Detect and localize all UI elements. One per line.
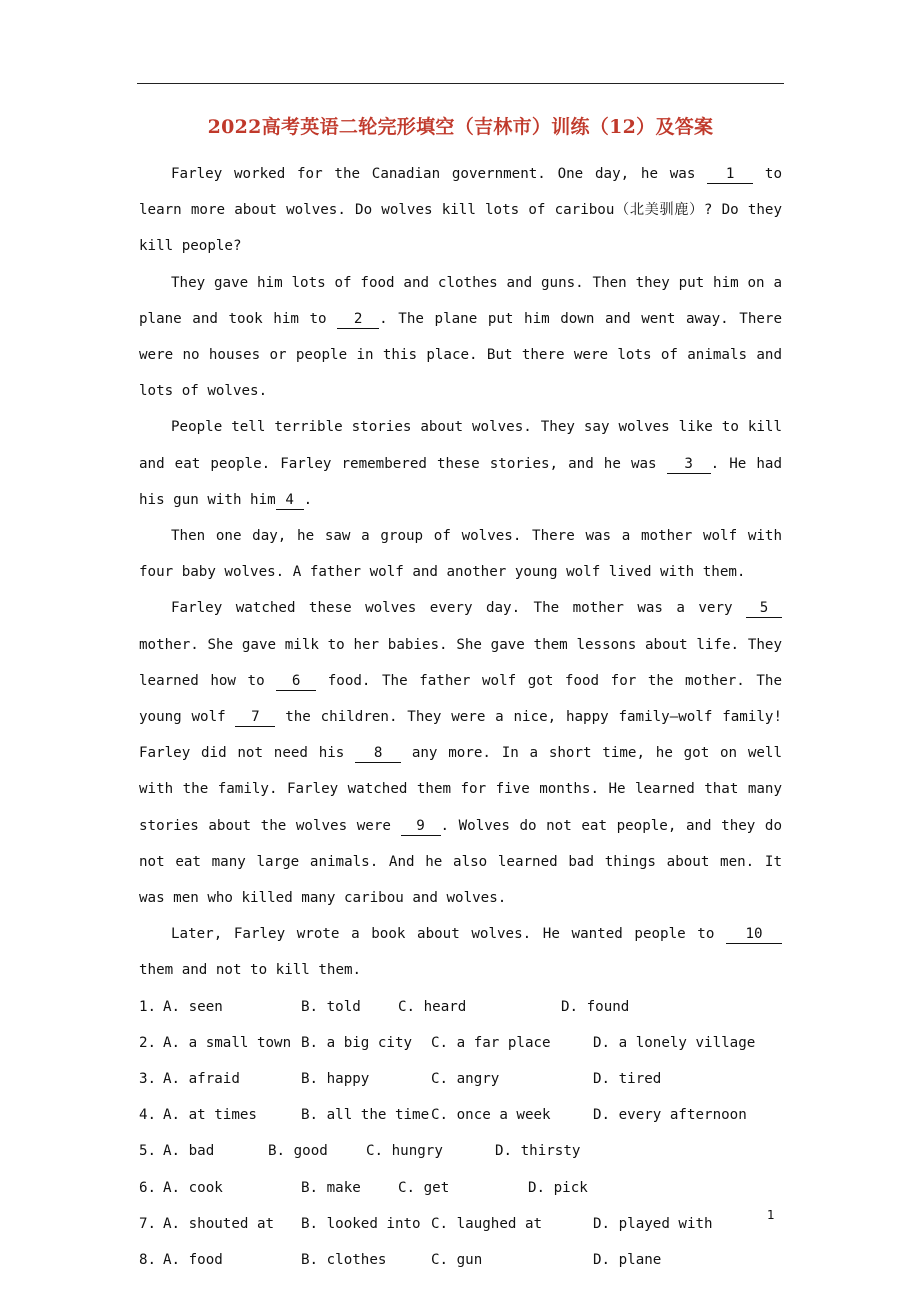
option-c: C. a far place	[431, 1034, 551, 1051]
paragraph-text: . Wolves do not eat people, and they do not eat many large animals. And he also learned bad things about men. It was men who killed many caribou and wolves.	[139, 817, 783, 907]
blank-9: 9	[401, 817, 441, 836]
header-rule	[137, 83, 784, 84]
blank-6: 6	[276, 672, 316, 691]
paragraph	[139, 916, 782, 988]
page-number: 1	[767, 1208, 775, 1222]
option-c: C. hungry	[366, 1143, 443, 1160]
blank-8: 8	[355, 744, 401, 763]
paragraph	[139, 265, 782, 410]
option-c: C. once a week	[431, 1107, 551, 1124]
paragraph-text: mother. She gave milk to her babies. She gave them lessons about life. They learned how to	[139, 636, 782, 689]
option-c: C. gun	[431, 1251, 483, 1268]
paragraph-text: Farley watched these wolves every day. The mother was a very	[171, 600, 746, 617]
option-a: A. food	[163, 1251, 223, 1268]
paragraph	[139, 156, 782, 265]
page-title: 2022高考英语二轮完形填空（吉林市）训练（12）及答案	[207, 116, 714, 138]
question-number: 5.	[139, 1143, 157, 1160]
question-number: 2.	[139, 1034, 157, 1051]
paragraph-text: food. The father wolf got food for the mother. The young wolf	[139, 672, 783, 726]
paragraph-text: any more. In a short time, he got on well with the family. Farley watched them for five months. He learned that many stories about the wolves were	[139, 745, 783, 834]
paragraph-text: They gave him lots of food and clothes and guns. Then they put him on a plane and took him to	[139, 274, 782, 327]
question-row	[139, 1097, 782, 1133]
question-row	[139, 989, 782, 1025]
question-number: 3.	[139, 1071, 157, 1088]
question-number: 4.	[139, 1107, 157, 1124]
question-number: 7.	[139, 1215, 157, 1232]
question-list	[139, 989, 782, 1279]
option-a: A. a small town	[163, 1034, 292, 1051]
option-d: D. pick	[528, 1179, 588, 1196]
option-a: A. afraid	[163, 1071, 240, 1088]
question-row	[139, 1133, 782, 1169]
paragraph-text: . The plane put him down and went away. There were no houses or people in this place. But there were lots of animals and lots of wolves.	[139, 310, 782, 400]
option-a: A. bad	[163, 1143, 215, 1160]
blank-3: 3	[667, 455, 711, 474]
option-a: A. seen	[163, 998, 223, 1015]
blank-2: 2	[337, 310, 379, 329]
paragraph	[139, 409, 782, 518]
paragraph-text: the children. They were a nice, happy family—wolf family! Farley did not need his	[139, 709, 782, 762]
paragraph-text: them and not to kill them.	[139, 962, 362, 979]
option-b: B. make	[301, 1179, 361, 1196]
paragraph-text: . He had his gun with him	[139, 455, 782, 508]
option-b: B. all the time	[301, 1107, 430, 1124]
question-number: 1.	[139, 998, 157, 1015]
blank-7: 7	[235, 708, 275, 727]
option-a: A. cook	[163, 1179, 223, 1196]
option-b: B. good	[268, 1143, 328, 1160]
option-b: B. told	[301, 998, 361, 1015]
option-b: B. clothes	[301, 1251, 387, 1268]
option-c: C. angry	[431, 1071, 500, 1088]
paragraph-text: .	[303, 491, 313, 508]
paragraph-text: People tell terrible stories about wolves. They say wolves like to kill and eat people. Farley remembered these stories, and he was	[139, 419, 782, 472]
option-b: B. a big city	[301, 1034, 413, 1051]
question-row	[139, 1242, 782, 1278]
blank-1: 1	[707, 165, 753, 184]
blank-5: 5	[746, 599, 782, 618]
document-body	[139, 156, 782, 1278]
option-d: D. played with	[593, 1215, 713, 1232]
paragraph	[139, 518, 782, 590]
option-c: C. heard	[398, 998, 467, 1015]
option-d: D. plane	[593, 1251, 662, 1268]
option-d: D. found	[561, 998, 630, 1015]
option-a: A. shouted at	[163, 1215, 275, 1232]
option-c: C. laughed at	[431, 1215, 543, 1232]
question-number: 8.	[139, 1251, 157, 1268]
question-row	[139, 1061, 782, 1097]
option-b: B. happy	[301, 1071, 370, 1088]
paragraph-text: Then one day, he saw a group of wolves. There was a mother wolf with four baby wolves. A father wolf and another young wolf lived with them.	[139, 528, 782, 581]
question-row	[139, 1025, 782, 1061]
option-a: A. at times	[163, 1107, 257, 1124]
option-c: C. get	[398, 1179, 450, 1196]
option-d: D. a lonely village	[593, 1034, 756, 1051]
blank-4: 4	[276, 491, 304, 510]
option-d: D. every afternoon	[593, 1107, 747, 1124]
question-number: 6.	[139, 1179, 157, 1196]
paragraph-text: Later, Farley wrote a book about wolves. He wanted people to	[171, 926, 726, 943]
option-d: D. thirsty	[495, 1143, 581, 1160]
option-b: B. looked into	[301, 1215, 421, 1232]
blank-10: 10	[726, 925, 782, 944]
question-row	[139, 1206, 782, 1242]
paragraph	[139, 590, 782, 916]
paragraph-text: to learn more about wolves. Do wolves kill lots of caribou（北美驯鹿）? Do they kill people?	[139, 166, 782, 255]
question-row	[139, 1170, 782, 1206]
paragraph-text: Farley worked for the Canadian government. One day, he was	[171, 166, 708, 182]
passage	[139, 156, 782, 989]
option-d: D. tired	[593, 1071, 662, 1088]
